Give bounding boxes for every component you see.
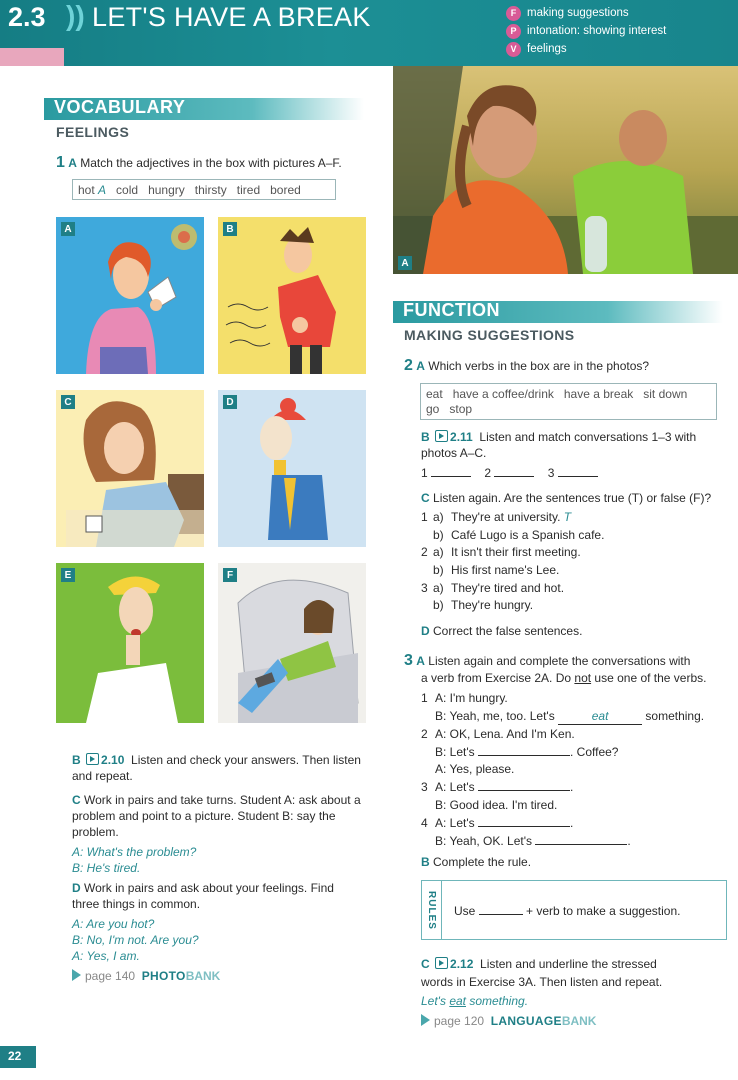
exercise-1c [72, 792, 362, 840]
answer-blank[interactable] [478, 790, 570, 791]
picture-c-tired [56, 390, 204, 547]
dialogue-line: A: Yes, please. [435, 762, 515, 776]
exercise-instruction: Work in pairs and ask about your feelings. Find three things in common. [72, 881, 334, 911]
photobank-label-bold: PHOTO [141, 969, 186, 983]
arrow-right-icon [72, 969, 81, 981]
photo-label: A [398, 256, 412, 270]
word-sit-down: sit down [643, 387, 688, 401]
exercise-letter: A [416, 654, 425, 668]
lesson-audio-arc: )) [66, 0, 85, 31]
dialogue-line: B: Yeah, me, too. Let's eat something. [435, 709, 705, 723]
exercise-instruction: Listen again and complete the conversations with [428, 654, 691, 668]
blank-number: 1 [421, 466, 428, 480]
answer-example: A [98, 183, 107, 197]
exercise-letter: B [421, 855, 430, 869]
exercise-number: 2 [404, 357, 413, 374]
exercise-letter: B [421, 430, 430, 444]
exercise-letter: D [421, 624, 430, 638]
exercise-2b [421, 429, 721, 461]
example-line: A: What's the problem? [72, 845, 197, 859]
word-have-coffee: have a coffee/drink [452, 387, 554, 401]
answer-blank[interactable] [431, 476, 471, 477]
answer-blank[interactable] [535, 844, 627, 845]
thirsty-man-illustration [56, 563, 204, 723]
exercise-2c [421, 490, 711, 506]
word-thirsty: thirsty [194, 183, 227, 197]
exercise-letter: C [421, 957, 430, 971]
objective-pronunciation [506, 22, 666, 40]
page-number: 22 [0, 1046, 36, 1068]
exercise-instruction: Listen again. Are the sentences true (T) or false (F)? [433, 491, 712, 505]
word-tired: tired [236, 183, 261, 197]
word-go: go [426, 402, 440, 416]
picture-f-bored [218, 563, 366, 723]
vocabulary-banner-text: VOCABULARY [54, 97, 186, 117]
photobank-link[interactable] [72, 969, 220, 983]
lesson-objectives [506, 4, 666, 58]
example-line: B: No, I'm not. Are you? [72, 933, 199, 947]
languagebank-link[interactable] [421, 1014, 596, 1028]
word-hot: hot A [78, 183, 107, 197]
word-hungry: hungry [148, 183, 185, 197]
tf-item: b) His first name's Lee. [433, 563, 560, 577]
exercise-number: 3 [404, 652, 413, 669]
tf-item: 2 a) It isn't their first meeting. [421, 545, 581, 559]
dialogue-line: B: Good idea. I'm tired. [435, 798, 558, 812]
exercise-instruction: Work in pairs and take turns. Student A: ask about a problem and point to a picture. Student B: say the problem. [72, 793, 361, 839]
picture-e-thirsty [56, 563, 204, 723]
picture-d-cold [218, 390, 366, 547]
word-cold: cold [116, 183, 139, 197]
answer-blank[interactable] [494, 476, 534, 477]
objective-text: feelings [527, 43, 567, 55]
blank-number: 2 [484, 466, 492, 480]
verbs-word-box [420, 383, 717, 420]
exercise-instruction: Which verbs in the box are in the photos? [428, 359, 650, 373]
tf-item: 1 a) They're at university. T [421, 510, 572, 524]
exercise-letter: B [72, 753, 81, 767]
function-subheading: MAKING SUGGESTIONS [404, 327, 575, 343]
rule-sentence: Use + verb to make a suggestion. [454, 904, 681, 918]
example-answer: eat [591, 709, 609, 723]
exercise-3c [421, 956, 731, 972]
example-line: A: Yes, I am. [72, 949, 140, 963]
adjectives-word-box [72, 179, 336, 200]
exercise-letter: A [68, 156, 77, 170]
picture-label: D [223, 395, 237, 409]
vocabulary-subheading: FEELINGS [56, 124, 130, 140]
tf-item: b) Café Lugo is a Spanish cafe. [433, 528, 605, 542]
picture-label: B [223, 222, 237, 236]
photobank-page: page 140 [85, 969, 136, 983]
exercise-3a-line2: a verb from Exercise 2A. Do not use one of the verbs. [421, 671, 707, 685]
answer-blank[interactable] [478, 755, 570, 756]
audio-track-number: 2.11 [450, 430, 473, 444]
word-bored: bored [270, 183, 301, 197]
dialogue-line: 1 A: I'm hungry. [421, 691, 508, 705]
exercise-3c-line2: words in Exercise 3A. Then listen and repeat. [421, 975, 663, 989]
tf-item: b) They're hungry. [433, 598, 534, 612]
audio-play-icon[interactable] [435, 957, 448, 969]
dialogue-line: 2 A: OK, Lena. And I'm Ken. [421, 727, 575, 741]
languagebank-label-light: BANK [561, 1014, 597, 1028]
answer-blank[interactable] [478, 826, 570, 827]
tf-answer: T [563, 510, 572, 524]
stressed-word: eat [449, 994, 466, 1008]
photobank-label-light: BANK [185, 969, 221, 983]
lesson-number: 2.3 [8, 2, 46, 32]
objective-function [506, 4, 666, 22]
exercise-2d [421, 623, 582, 639]
hot-woman-illustration [56, 217, 204, 374]
exercise-letter: C [421, 491, 430, 505]
lesson-title: LET'S HAVE A BREAK [92, 2, 371, 32]
photo-a-runners [393, 66, 738, 274]
emphasis-not: not [574, 671, 592, 685]
objective-vocabulary [506, 40, 666, 58]
tired-woman-illustration [56, 390, 204, 547]
blank-number: 3 [547, 466, 555, 480]
word-have-break: have a break [563, 387, 634, 401]
exercise-instruction: Listen and check your answers. Then listen and repeat. [72, 753, 361, 783]
word-stop: stop [449, 402, 473, 416]
dialogue-line: B: Let's . Coffee? [435, 745, 619, 759]
function-banner [393, 301, 723, 323]
picture-label: C [61, 395, 75, 409]
exercise-instruction: Correct the false sentences. [433, 624, 583, 638]
picture-label: E [61, 568, 75, 582]
picture-label: A [61, 222, 75, 236]
cold-man-illustration [218, 390, 366, 547]
vocabulary-banner [44, 98, 364, 120]
word-row [426, 387, 711, 402]
runners-photo [393, 66, 738, 274]
objective-badge-f: F [506, 6, 521, 21]
word-eat: eat [426, 387, 443, 401]
example-line: Let's eat something. [421, 994, 529, 1008]
exercise-1b [72, 752, 362, 784]
exercise-2a [404, 358, 649, 374]
answer-blank[interactable] [558, 708, 642, 725]
exercise-3b [421, 854, 531, 870]
arrow-right-icon [421, 1014, 430, 1026]
objective-text: intonation: showing interest [527, 25, 667, 37]
languagebank-page: page 120 [434, 1014, 485, 1028]
match-blanks [421, 465, 598, 481]
exercise-letter: D [72, 881, 81, 895]
word-row [426, 402, 711, 417]
exercise-number: 1 [56, 154, 65, 171]
audio-play-icon[interactable] [435, 430, 448, 442]
answer-blank[interactable] [479, 914, 523, 915]
rules-tab-label: RULES [426, 890, 437, 930]
objective-badge-v: V [506, 42, 521, 57]
function-banner-text: FUNCTION [403, 300, 500, 320]
exercise-3a [404, 653, 724, 669]
audio-track-number: 2.12 [450, 957, 474, 971]
audio-play-icon[interactable] [86, 753, 99, 765]
exercise-instruction: Listen and underline the stressed [480, 957, 657, 971]
exercise-letter: A [416, 359, 425, 373]
picture-a-hot [56, 217, 204, 374]
picture-label: F [223, 568, 237, 582]
picture-b-hungry [218, 217, 366, 374]
bored-woman-illustration [218, 563, 366, 723]
tf-item: 3 a) They're tired and hot. [421, 581, 565, 595]
exercise-instruction: Match the adjectives in the box with pictures A–F. [80, 156, 342, 170]
rules-tab [422, 881, 442, 939]
header-accent [0, 48, 64, 66]
answer-blank[interactable] [558, 476, 598, 477]
hungry-man-illustration [218, 217, 366, 374]
rules-box [421, 880, 727, 940]
objective-text: making suggestions [527, 7, 629, 19]
exercise-instruction: Listen and match conversations 1–3 with photos A–C. [421, 430, 697, 460]
dialogue-line: B: Yeah, OK. Let's . [435, 834, 631, 848]
objective-badge-p: P [506, 24, 521, 39]
languagebank-label-bold: LANGUAGE [490, 1014, 562, 1028]
exercise-1a [56, 155, 342, 171]
exercise-1d [72, 880, 362, 912]
example-line: B: He's tired. [72, 861, 141, 875]
example-line: A: Are you hot? [72, 917, 155, 931]
exercise-instruction: Complete the rule. [433, 855, 532, 869]
exercise-letter: C [72, 793, 81, 807]
dialogue-line: 4 A: Let's . [421, 816, 574, 830]
audio-track-number: 2.10 [101, 753, 125, 767]
dialogue-line: 3 A: Let's . [421, 780, 574, 794]
